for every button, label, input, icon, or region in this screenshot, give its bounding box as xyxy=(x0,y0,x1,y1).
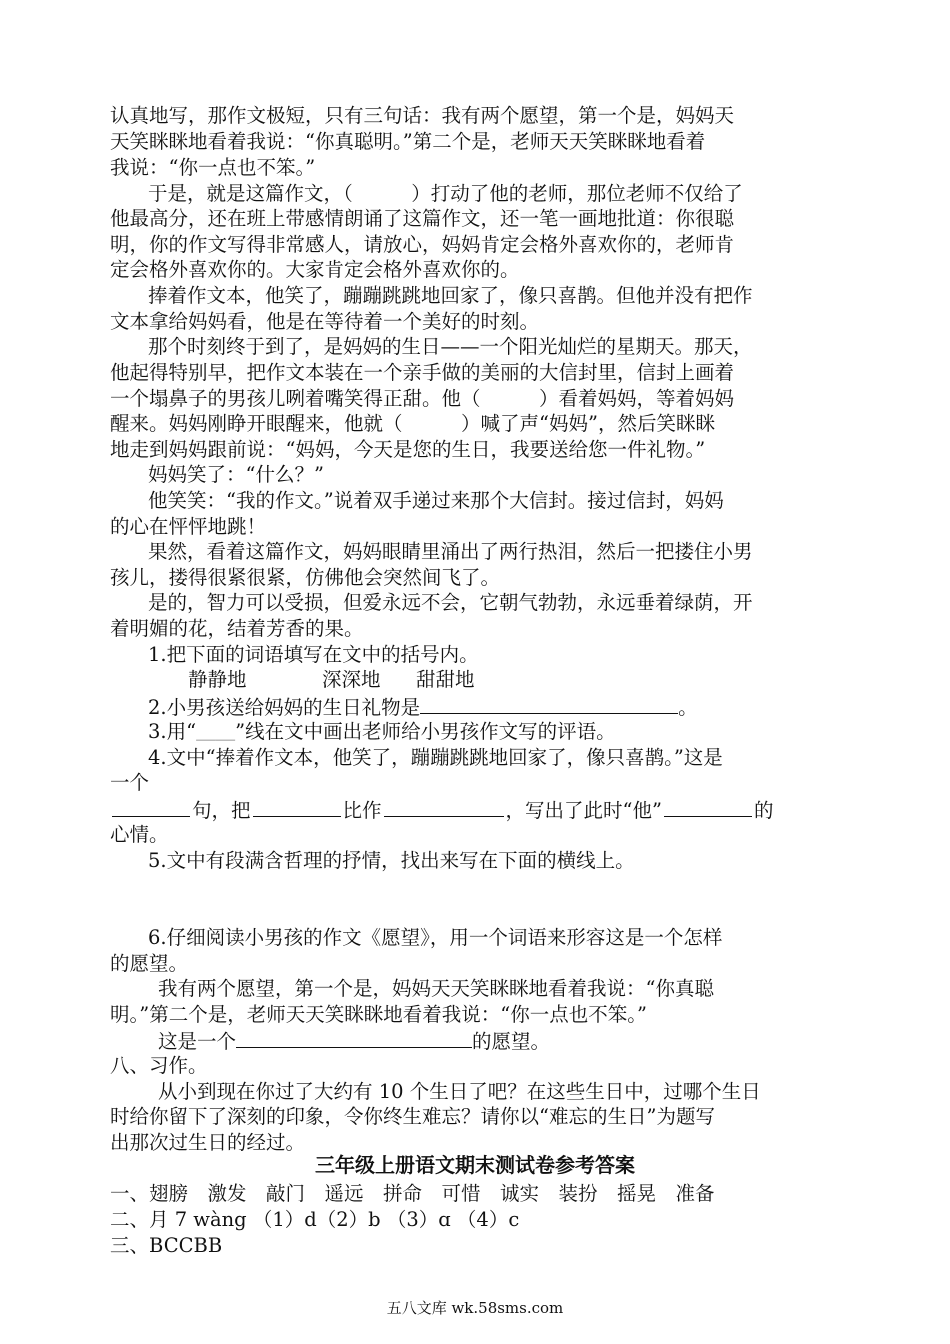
underline-mark: ＿＿ xyxy=(196,720,236,743)
question-4: 4.文中“捧着作文本，他笑了，蹦蹦跳跳地回家了，像只喜鹊。”这是 xyxy=(148,746,723,769)
answer-blank[interactable] xyxy=(112,796,190,817)
q4-text: ，写出了此时“他” xyxy=(505,799,662,822)
footer-watermark: 五八文库 wk.58sms.com xyxy=(386,1299,564,1317)
question-4-end: 心情。 xyxy=(110,823,169,846)
q4-text: 比作 xyxy=(342,799,382,822)
passage-line: 文本拿给妈妈看，他是在等待着一个美好的时刻。 xyxy=(110,310,540,333)
answer-blank[interactable] xyxy=(420,693,678,714)
question-2 xyxy=(148,693,840,721)
passage-line: 天笑眯眯地看着我说：“你真聪明。”第二个是，老师天天笑眯眯地看着 xyxy=(110,130,706,153)
question-3 xyxy=(148,719,840,745)
passage-line: 一个塌鼻子的男孩儿咧着嘴笑得正甜。他（ ）看着妈妈，等着妈妈 xyxy=(110,387,735,410)
passage-line: 他最高分，还在班上带感情朗诵了这篇作文，还一笔一画地批道：你很聪 xyxy=(110,207,735,230)
question-6: 6.仔细阅读小男孩的作文《愿望》，用一个词语来形容这是一个怎样 xyxy=(148,926,723,949)
passage-line: 他起得特别早，把作文本装在一个亲手做的美丽的大信封里，信封上画着 xyxy=(110,361,735,384)
question-6-cont: 的愿望。 xyxy=(110,952,189,975)
passage-line: 明，你的作文写得非常感人，请放心，妈妈肯定会格外喜欢你的，老师肯 xyxy=(110,233,735,256)
q4-text: 的 xyxy=(753,799,774,822)
question-6-quote: 明。”第二个是，老师天天笑眯眯地看着我说：“你一点也不笨。” xyxy=(110,1003,647,1026)
passage-line: 他笑笑：“我的作文。”说着双手递过来那个大信封。接过信封，妈妈 xyxy=(148,489,724,512)
composition-line: 出那次过生日的经过。 xyxy=(110,1131,306,1154)
q6-text: 的愿望。 xyxy=(472,1030,551,1053)
answer-key-title: 三年级上册语文期末测试卷参考答案 xyxy=(315,1153,635,1177)
question-3-text: 3.用“ xyxy=(148,720,197,743)
word-option: 深深地 xyxy=(322,668,381,691)
question-1: 1.把下面的词语填写在文中的括号内。 xyxy=(148,643,479,666)
passage-line: 我说：“你一点也不笨。” xyxy=(110,156,316,179)
answer-line: 二、月 7 wàng （1）d（2）b （3）ɑ （4）c xyxy=(110,1208,520,1231)
passage-line: 的心在怦怦地跳！ xyxy=(110,515,267,538)
passage-line: 醒来。妈妈刚睁开眼醒来，他就（ ）喊了声“妈妈”，然后笑眯眯 xyxy=(110,412,715,435)
composition-line: 时给你留下了深刻的印象，令你终生难忘？请你以“难忘的生日”为题写 xyxy=(110,1105,715,1128)
question-3-rest: ”线在文中画出老师给小男孩作文写的评语。 xyxy=(235,720,616,743)
question-4-blanks xyxy=(110,796,840,824)
passage-line: 妈妈笑了：“什么？” xyxy=(148,463,324,486)
passage-line: 捧着作文本，他笑了，蹦蹦跳跳地回家了，像只喜鹊。但他并没有把作 xyxy=(148,284,753,307)
answer-line: 一、翅膀 激发 敲门 遥远 拼命 可惜 诚实 装扮 摇晃 准备 xyxy=(110,1182,715,1205)
question-6-quote: 我有两个愿望，第一个是，妈妈天天笑眯眯地看着我说：“你真聪 xyxy=(158,977,714,1000)
question-2-text: 2.小男孩送给妈妈的生日礼物是 xyxy=(148,696,421,719)
word-option: 静静地 xyxy=(188,668,247,691)
passage-line: 地走到妈妈跟前说：“妈妈，今天是您的生日，我要送给您一件礼物。” xyxy=(110,438,706,461)
passage-line: 认真地写，那作文极短，只有三句话：我有两个愿望，第一个是，妈妈天 xyxy=(110,104,735,127)
passage-line: 定会格外喜欢你的。大家肯定会格外喜欢你的。 xyxy=(110,258,520,281)
answer-line: 三、BCCBB xyxy=(110,1234,223,1257)
passage-line: 果然，看着这篇作文，妈妈眼睛里涌出了两行热泪，然后一把搂住小男 xyxy=(148,540,753,563)
answer-blank[interactable] xyxy=(236,1027,472,1048)
answer-blank[interactable] xyxy=(253,796,341,817)
passage-line: 那个时刻终于到了，是妈妈的生日——一个阳光灿烂的星期天。那天， xyxy=(148,335,753,358)
question-2-end: 。 xyxy=(678,696,698,719)
passage-line: 孩儿，搂得很紧很紧，仿佛他会突然间飞了。 xyxy=(110,566,501,589)
question-5: 5.文中有段满含哲理的抒情，找出来写在下面的横线上。 xyxy=(148,849,635,872)
passage-line: 着明媚的花，结着芳香的果。 xyxy=(110,617,364,640)
word-bank xyxy=(188,667,788,693)
q6-text: 这是一个 xyxy=(158,1030,237,1053)
question-4-cont: 一个 xyxy=(110,771,150,794)
q4-text: 句，把 xyxy=(192,799,251,822)
passage-line: 是的，智力可以受损，但爱永远不会，它朝气勃勃，永远垂着绿荫，开 xyxy=(148,591,753,614)
question-6-answer xyxy=(158,1027,840,1055)
section-heading: 八、习作。 xyxy=(110,1054,208,1077)
passage-line: 于是，就是这篇作文，（ ）打动了他的老师，那位老师不仅给了 xyxy=(148,182,743,205)
answer-blank[interactable] xyxy=(384,796,504,817)
answer-blank[interactable] xyxy=(664,796,752,817)
composition-line: 从小到现在你过了大约有 10 个生日了吧？在这些生日中，过哪个生日 xyxy=(158,1080,761,1103)
word-option: 甜甜地 xyxy=(416,668,475,691)
